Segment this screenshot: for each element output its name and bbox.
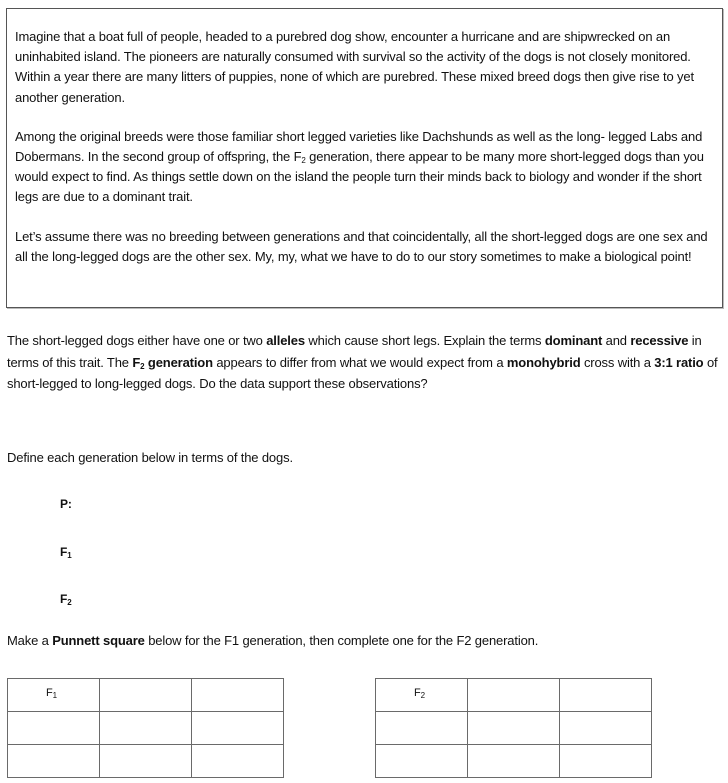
term-alleles: alleles xyxy=(266,333,305,348)
punnett-cell[interactable] xyxy=(560,679,652,712)
term-dominant: dominant xyxy=(544,333,603,348)
generation-label-p: P: xyxy=(60,497,72,511)
punnett-square-f2 xyxy=(375,678,652,778)
punnett-cell[interactable] xyxy=(468,745,560,778)
punnett-cell[interactable] xyxy=(468,712,560,745)
punnett-cell[interactable] xyxy=(8,745,100,778)
punnett-cell[interactable] xyxy=(100,712,192,745)
punnett-cell[interactable] xyxy=(468,679,560,712)
term-monohybrid: monohybrid xyxy=(506,354,581,370)
punnett-cell[interactable] xyxy=(192,712,284,745)
punnett-cell[interactable] xyxy=(192,679,284,712)
punnett-cell[interactable] xyxy=(376,712,468,745)
story-paragraph-3: Let’s assume there was no breeding between generations and that coincidentally, all the short-legged dogs are one sex and all the long-legged dogs are the other sex. My, my, what we have to do to our story sometimes to make a biological point! xyxy=(15,228,708,264)
punnett-cell[interactable] xyxy=(376,745,468,778)
punnett-cell[interactable] xyxy=(192,745,284,778)
punnett-square-f1 xyxy=(7,678,284,778)
punnett-cell[interactable] xyxy=(560,712,652,745)
punnett-cell[interactable] xyxy=(560,745,652,778)
term-f2-generation: $F_2$ generation xyxy=(132,354,213,371)
generation-label-f1: $F_1$ xyxy=(60,545,72,560)
punnett-cell[interactable] xyxy=(100,679,192,712)
story-box xyxy=(6,8,723,308)
term-ratio: 3:1 ratio xyxy=(654,354,704,370)
question-paragraph: The short-legged dogs either have one or two alleles which cause short legs. Explain the terms dominant and recessive in terms of this trait. The $F_2$ generation appears to differ from what we would expect from a monohybrid cross with a 3:1 ratio of short-legged to long-legged dogs. Do the data support these observations? xyxy=(7,333,718,391)
story-paragraph-2: Among the original breeds were those familiar short legged varieties like Dachshunds as well as the long- legged Labs and Dobermans. In the second group of offspring, the $F_2$ generation, there appear to be many more short-legged dogs than you would expect to find. As things settle down on the island the people turn their minds back to biology and wonder if the short legs are due to a dominant trait. xyxy=(15,128,704,205)
punnett-instruction: Make a Punnett square below for the F1 generation, then complete one for the F2 generation. xyxy=(7,633,539,648)
punnett-cell-header[interactable]: $F_1$ xyxy=(8,679,100,712)
punnett-cell[interactable] xyxy=(8,712,100,745)
punnett-cell-header[interactable]: $F_2$ xyxy=(376,679,468,712)
define-instruction: Define each generation below in terms of the dogs. xyxy=(7,450,293,465)
term-recessive: recessive xyxy=(630,333,689,348)
punnett-cell[interactable] xyxy=(100,745,192,778)
story-paragraph-1: Imagine that a boat full of people, headed to a purebred dog show, encounter a hurricane and are shipwrecked on an uninhabited island. The pioneers are naturally consumed with survival so the activity of the dogs is not closely monitored. Within a year there are many litters of puppies, none of which are purebred. These mixed breed dogs then give rise to yet another generation. xyxy=(15,29,694,105)
term-punnett-square: Punnett square xyxy=(52,633,145,648)
generation-label-f2: $F_2$ xyxy=(60,592,72,607)
